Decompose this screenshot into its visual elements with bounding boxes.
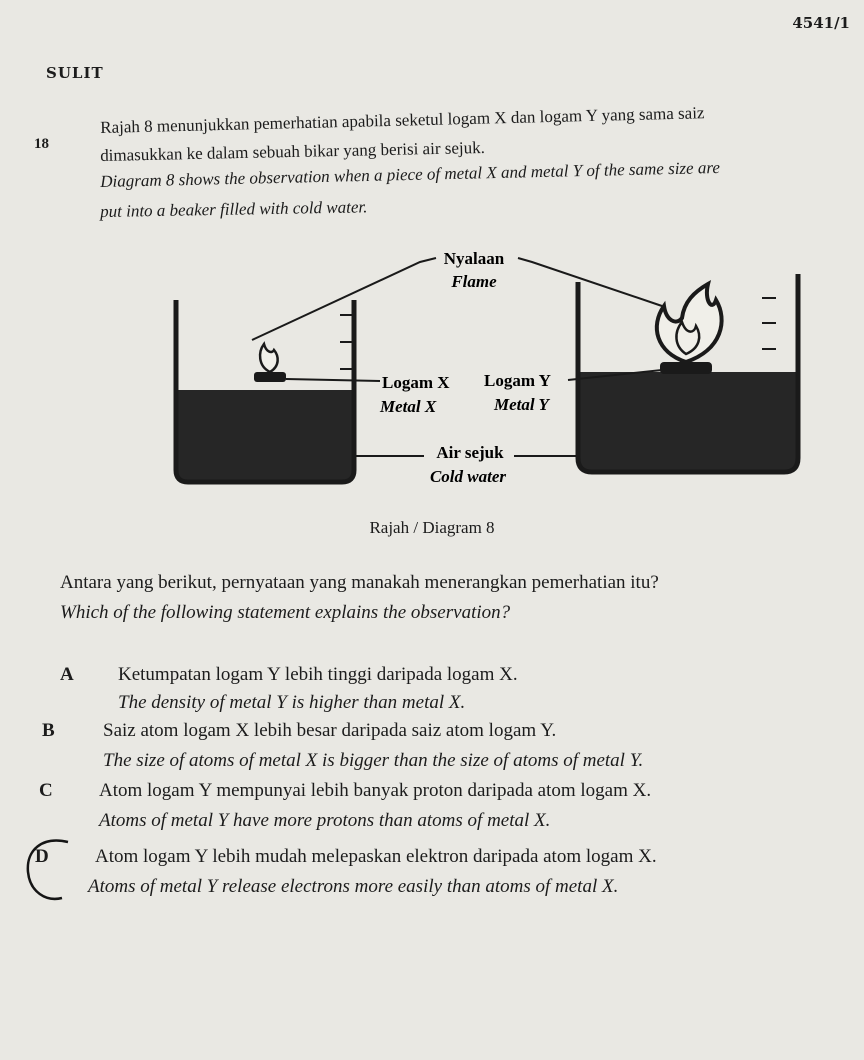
question-english-line1: Diagram 8 shows the observation when a piece of metal X and metal Y of the same size are: [100, 157, 721, 191]
question-english-line2: put into a beaker filled with cold water.: [100, 197, 368, 221]
diagram-caption: Rajah / Diagram 8: [369, 518, 495, 537]
option-d-malay: Atom logam Y lebih mudah melepaskan elektron daripada atom logam X.: [95, 846, 657, 867]
option-b-english: The size of atoms of metal X is bigger than the size of atoms of metal Y.: [103, 750, 644, 771]
option-a-letter: A: [60, 664, 74, 685]
beaker-metal-x: [176, 300, 354, 482]
diagram-8: [0, 0, 864, 520]
confidential-label: SULIT: [46, 64, 104, 82]
metal-y-label-english: Metal Y: [494, 395, 549, 414]
small-flame-icon: [260, 344, 278, 372]
option-a-malay: Ketumpatan logam Y lebih tinggi daripada logam X.: [118, 664, 518, 685]
question-malay-line2: dimasukkan ke dalam sebuah bikar yang berisi air sejuk.: [100, 137, 486, 165]
option-c-english: Atoms of metal Y have more protons than atoms of metal X.: [99, 810, 551, 831]
metal-y-label-malay: Logam Y: [484, 371, 551, 390]
option-d-english: Atoms of metal Y release electrons more easily than atoms of metal X.: [88, 876, 619, 897]
question-number: 18: [34, 136, 49, 152]
metal-x-label-malay: Logam X: [382, 373, 450, 392]
option-b-malay: Saiz atom logam X lebih besar daripada saiz atom logam Y.: [103, 720, 557, 741]
water-label-malay: Air sejuk: [436, 443, 504, 462]
paper-code: 4541/1: [792, 14, 850, 32]
metal-x-label-english: Metal X: [380, 397, 437, 416]
question-malay-line1: Rajah 8 menunjukkan pemerhatian apabila seketul logam X dan logam Y yang sama saiz: [100, 103, 705, 137]
flame-label-english: Flame: [451, 272, 497, 291]
answer-circle-mark: [16, 836, 88, 908]
option-d-letter: D: [35, 846, 49, 867]
flame-label-malay: Nyalaan: [443, 249, 505, 268]
option-c-letter: C: [39, 780, 53, 801]
beaker-metal-y: [578, 274, 798, 472]
stem-malay: Antara yang berikut, pernyataan yang manakah menerangkan pemerhatian itu?: [60, 572, 659, 593]
option-c-malay: Atom logam Y mempunyai lebih banyak proton daripada atom logam X.: [99, 780, 652, 801]
stem-english: Which of the following statement explains the observation?: [60, 602, 511, 623]
water-label-english: Cold water: [429, 467, 507, 486]
large-flame-icon: [657, 284, 722, 362]
option-a-english: The density of metal Y is higher than metal X.: [118, 692, 466, 713]
option-b-letter: B: [42, 720, 55, 741]
